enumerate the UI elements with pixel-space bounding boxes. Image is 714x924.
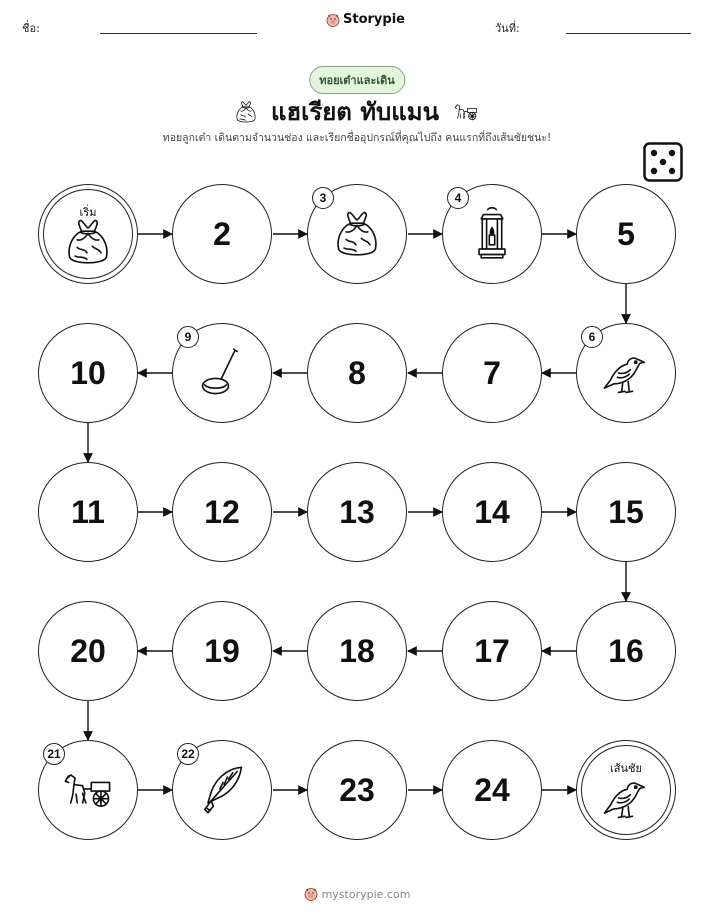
board-cell-20[interactable] bbox=[38, 601, 138, 701]
page-title: แฮเรียต ทับแมน bbox=[271, 98, 439, 126]
board-cell-21[interactable] bbox=[38, 740, 138, 840]
board-cell-22[interactable] bbox=[172, 740, 272, 840]
cell-number: 23 bbox=[339, 771, 375, 808]
cell-number: 20 bbox=[70, 632, 106, 669]
cell-number: 10 bbox=[70, 354, 106, 391]
start-label: เริ่ม bbox=[79, 206, 97, 219]
cell-badge: 6 bbox=[581, 326, 603, 348]
bird-icon bbox=[599, 771, 653, 825]
board-cell-12[interactable] bbox=[172, 462, 272, 562]
board-cell-6[interactable] bbox=[576, 323, 676, 423]
finish-label: เส้นชัย bbox=[610, 762, 642, 775]
cell-number: 12 bbox=[204, 493, 240, 530]
board-cell-19[interactable] bbox=[172, 601, 272, 701]
board-cell-4[interactable] bbox=[442, 184, 542, 284]
instructions: ทอยลูกเต๋า เดินตามจำนวนช่อง และเรียกชื่ออุปกรณ์ที่คุณไปถึง คนแรกที่ถึงเส้นชัยชนะ! bbox=[162, 132, 552, 144]
cell-number: 13 bbox=[339, 493, 375, 530]
sack-icon bbox=[330, 207, 384, 261]
date-label: วันที่: bbox=[495, 22, 520, 35]
board-cell-start[interactable] bbox=[38, 184, 138, 284]
brand-name: Storypie bbox=[343, 12, 405, 27]
cell-number: 7 bbox=[483, 354, 501, 391]
board-cell-24[interactable] bbox=[442, 740, 542, 840]
cell-number: 17 bbox=[474, 632, 510, 669]
cell-number: 14 bbox=[474, 493, 510, 530]
board-cell-14[interactable] bbox=[442, 462, 542, 562]
board-cell-8[interactable] bbox=[307, 323, 407, 423]
cell-number: 15 bbox=[608, 493, 644, 530]
quill-icon bbox=[195, 763, 249, 817]
board-cell-18[interactable] bbox=[307, 601, 407, 701]
cell-badge: 9 bbox=[177, 326, 199, 348]
board-cell-16[interactable] bbox=[576, 601, 676, 701]
cell-number: 11 bbox=[71, 493, 105, 530]
footer-url[interactable]: mystorypie.com bbox=[321, 887, 411, 901]
board-cell-17[interactable] bbox=[442, 601, 542, 701]
cell-number: 5 bbox=[617, 215, 635, 252]
cell-number: 2 bbox=[213, 215, 231, 252]
board-cell-finish[interactable] bbox=[576, 740, 676, 840]
board-cell-7[interactable] bbox=[442, 323, 542, 423]
cell-badge: 4 bbox=[447, 187, 469, 209]
lantern-icon bbox=[465, 207, 519, 261]
cell-number: 24 bbox=[474, 771, 510, 808]
board-cell-13[interactable] bbox=[307, 462, 407, 562]
cell-number: 18 bbox=[339, 632, 375, 669]
board-cell-23[interactable] bbox=[307, 740, 407, 840]
footer bbox=[0, 887, 714, 901]
board-cell-5[interactable] bbox=[576, 184, 676, 284]
horse-cart-icon bbox=[61, 763, 115, 817]
pig-icon bbox=[304, 887, 318, 901]
cell-number: 8 bbox=[348, 354, 366, 391]
board-cell-3[interactable] bbox=[307, 184, 407, 284]
board-cell-2[interactable] bbox=[172, 184, 272, 284]
board-cell-11[interactable] bbox=[38, 462, 138, 562]
board-cell-15[interactable] bbox=[576, 462, 676, 562]
subject-badge: ทอยเต๋าและเดิน bbox=[309, 66, 405, 94]
bird-icon bbox=[599, 346, 653, 400]
name-label: ชื่อ: bbox=[22, 22, 40, 35]
board-cell-9[interactable] bbox=[172, 323, 272, 423]
cell-badge: 21 bbox=[43, 743, 65, 765]
cell-number: 16 bbox=[608, 632, 644, 669]
cell-badge: 22 bbox=[177, 743, 199, 765]
cell-number: 19 bbox=[204, 632, 240, 669]
board-cell-10[interactable] bbox=[38, 323, 138, 423]
cell-badge: 3 bbox=[312, 187, 334, 209]
ladle-icon bbox=[195, 346, 249, 400]
sack-icon bbox=[61, 215, 115, 269]
